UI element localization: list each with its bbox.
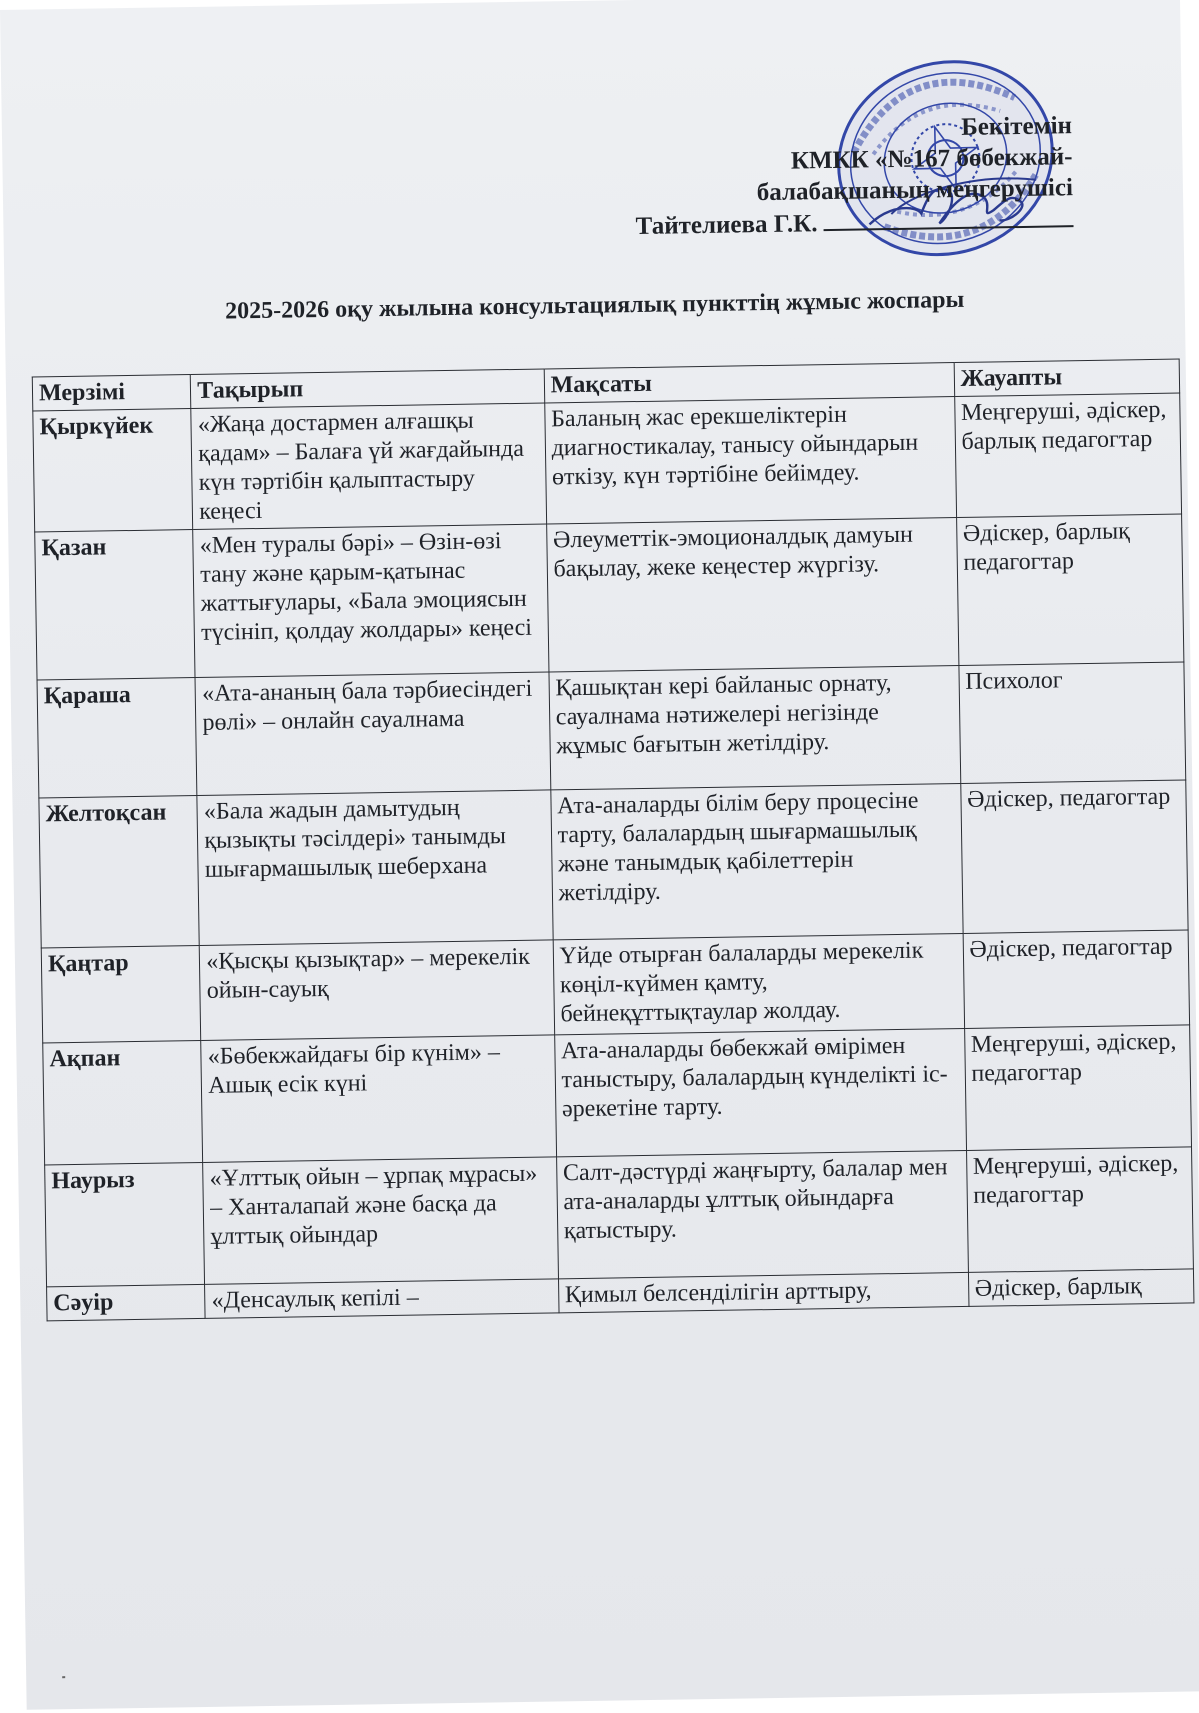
row-month: Қараша [37, 678, 197, 798]
row-month: Қазан [35, 530, 196, 680]
table-row [41, 930, 1189, 1043]
row-responsible: Меңгеруші, әдіскер, барлық педагогтар [954, 393, 1181, 518]
table-row [37, 662, 1186, 798]
row-topic: «Бөбекжайдағы бір күнім» – Ашық есік күні [201, 1035, 556, 1163]
row-month: Сәуір [47, 1284, 206, 1320]
row-responsible: Меңгеруші, әдіскер, педагогтар [964, 1025, 1191, 1151]
row-goal: Қимыл белсенділігін арттыру, [558, 1272, 968, 1312]
row-month: Желтоқсан [39, 795, 200, 947]
row-goal: Әлеуметтік-эмоционалдық дамуын бақылау, жеке кеңестер жүргізу. [546, 518, 958, 672]
row-topic: «Жаңа достармен алғашқы қадам» – Балаға үй жағдайында күн тәртібін қалыптастыру кеңесі [191, 403, 546, 530]
row-month: Ақпан [43, 1040, 203, 1164]
document-title: 2025-2026 оқу жылына консультациялық пункттің жұмыс жоспары [224, 286, 965, 325]
row-responsible: Әдіскер, педагогтар [963, 930, 1190, 1029]
header-responsible: Жауапты [954, 359, 1180, 397]
approval-name: Тайтелиева Г.К. [635, 210, 818, 241]
header-topic: Тақырып [191, 369, 545, 409]
row-responsible: Меңгеруші, әдіскер, педагогтар [966, 1147, 1193, 1273]
approval-block [512, 110, 1074, 244]
row-goal: Салт-дәстүрді жаңғырту, балалар мен ата-аналарды ұлттық ойындарға қатыстыру. [556, 1150, 968, 1278]
approval-organization: КМКК «№167 бөбекжай- [790, 143, 1073, 175]
header-goal: Мақсаты [544, 363, 954, 403]
work-plan-table [32, 359, 1195, 1322]
row-goal: Қашықтан кері байланыс орнату, сауалнама нәтижелері негізінде жұмыс бағытын жетілдіру. [549, 666, 961, 790]
row-month: Қыркүйек [33, 409, 193, 532]
row-topic: «Денсаулық кепілі – [205, 1279, 559, 1319]
signature-line [823, 203, 1073, 231]
row-goal: Ата-аналарды бөбекжай өмірімен таныстыру, балалардың күнделікті іс-әрекетіне тарту. [554, 1028, 966, 1156]
row-goal: Баланың жас ерекшеліктерін диагностикалау, танысу ойындарын өткізу, күн тәртібіне бейімдеу. [544, 397, 956, 524]
table-row [35, 514, 1184, 680]
page-mark [62, 1676, 65, 1678]
row-topic: «Қысқы қызықтар» – мерекелік ойын-сауық [200, 940, 555, 1041]
table-row [43, 1025, 1192, 1165]
table-row [45, 1147, 1194, 1287]
row-goal: Үйде отырған балаларды мерекелік көңіл-күймен қамту, бейнеқұттықтаулар жолдау. [553, 933, 964, 1034]
row-topic: «Бала жадын дамытудың қызықты тәсілдері» танымды шығармашылық шеберхана [197, 790, 553, 946]
row-responsible: Психолог [958, 662, 1185, 784]
row-responsible: Әдіскер, педагогтар [960, 780, 1188, 934]
row-goal: Ата-аналарды білім беру процесіне тарту, балалардың шығармашылық және танымдық қабілеттерін жетілдіру. [550, 784, 962, 940]
row-topic: «Мен туралы бәрі» – Өзін-өзі тану және қарым-қатынас жаттығулары, «Бала эмоциясын түсініп, қолдау жолдары» кеңесі [193, 524, 549, 678]
row-month: Наурыз [45, 1162, 205, 1286]
header-period: Мерзімі [32, 375, 191, 411]
row-topic: «Ата-ананың бала тәрбиесіндегі рөлі» – онлайн сауалнама [195, 672, 550, 796]
table-row [39, 780, 1188, 948]
row-month: Қаңтар [41, 945, 201, 1042]
row-responsible: Әдіскер, барлық педагогтар [956, 514, 1184, 666]
row-responsible: Әдіскер, барлық [968, 1269, 1194, 1307]
approval-position: балабақшаның меңгерушісі [756, 174, 1074, 207]
approval-heading: Бекітемін [961, 112, 1073, 141]
table-row [33, 393, 1182, 532]
row-topic: «Ұлттық ойын – ұрпақ мұрасы» – Ханталапай және басқа да ұлттық ойындар [203, 1157, 558, 1285]
